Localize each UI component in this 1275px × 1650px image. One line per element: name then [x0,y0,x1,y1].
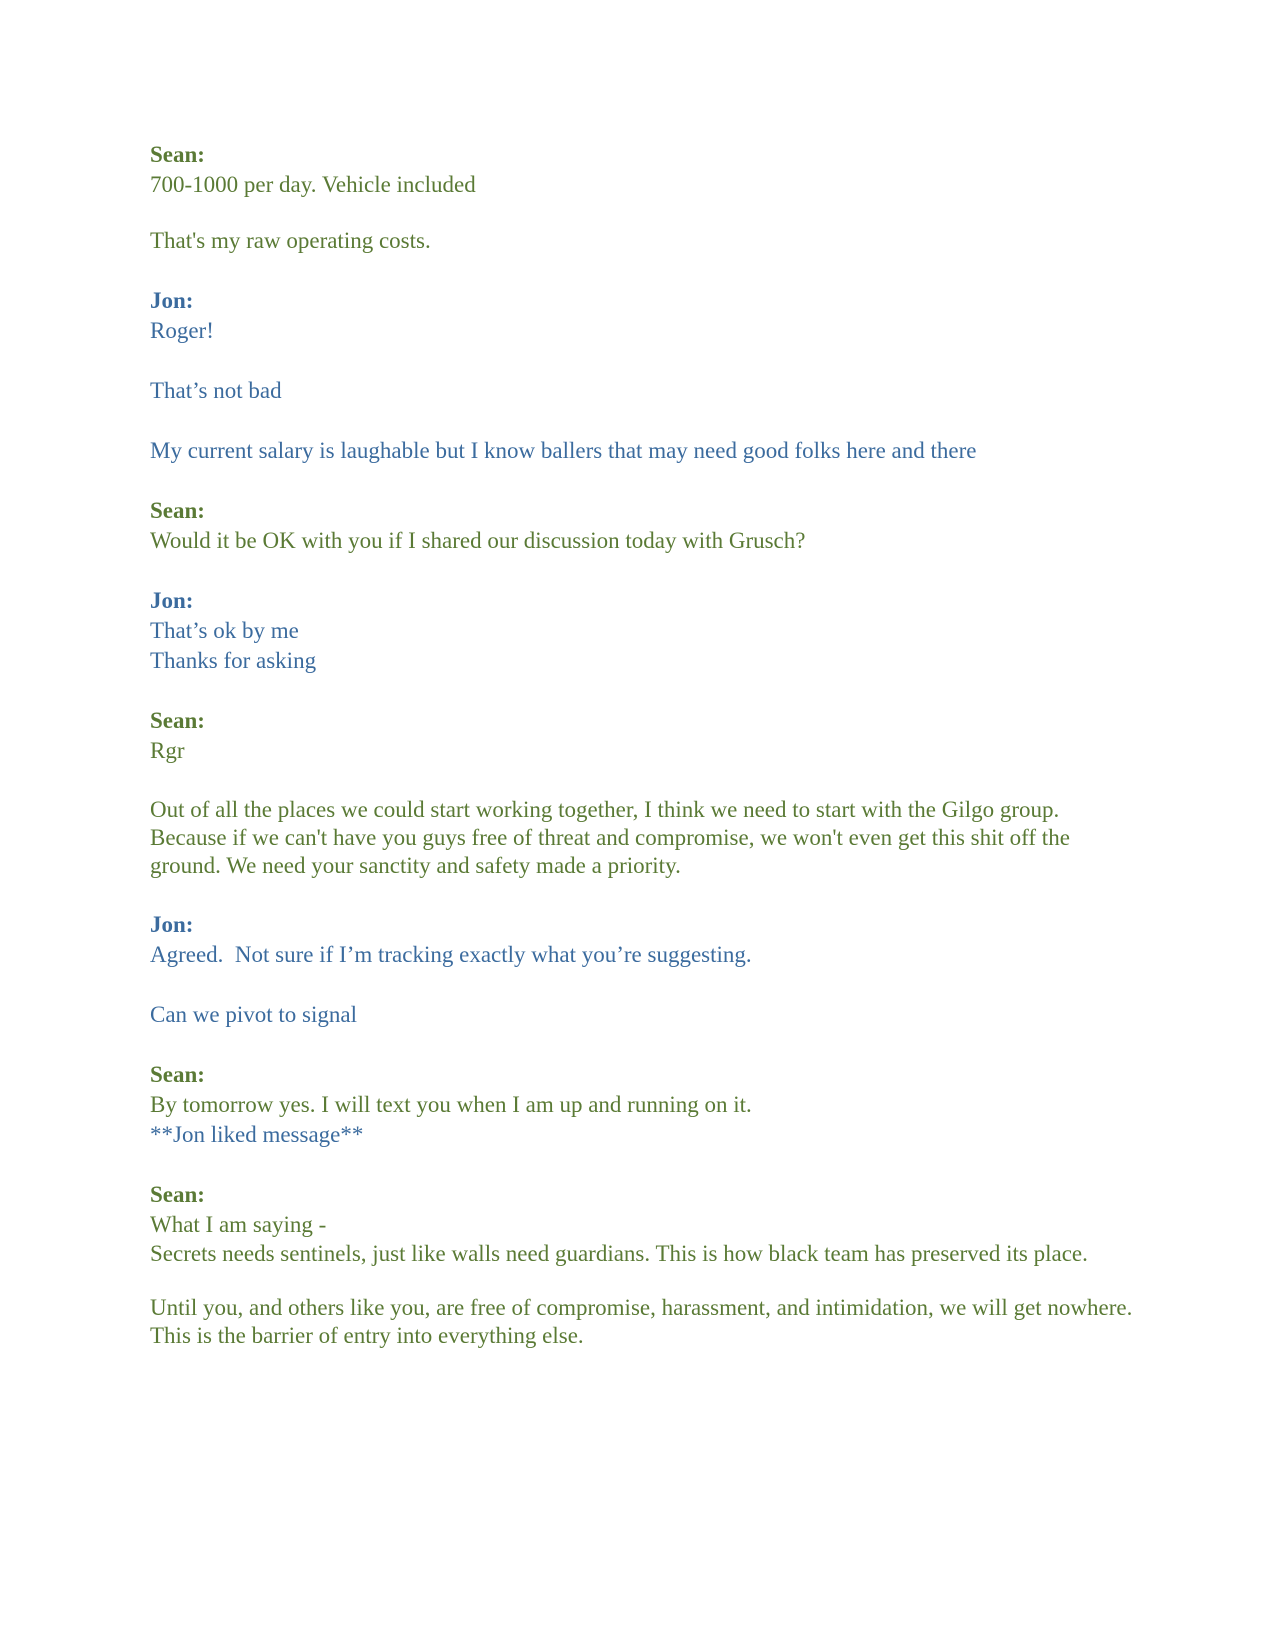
reaction-note: **Jon liked message** [150,1122,364,1147]
transcript-page [150,140,1140,1380]
message-sean [150,140,1140,256]
speaker-label: Sean: [150,142,205,167]
message-sean [150,1060,1140,1150]
message-sean [150,496,1140,556]
speaker-label: Sean: [150,1062,205,1087]
message-line: Thanks for asking [150,648,317,673]
speaker-label: Sean: [150,1182,205,1207]
speaker-label: Sean: [150,498,205,523]
message-line: What I am saying - [150,1212,327,1237]
speaker-label: Jon: [150,912,194,937]
message-line: By tomorrow yes. I will text you when I am up and running on it. [150,1092,752,1117]
message-jon [150,910,1140,1030]
speaker-label: Sean: [150,708,205,733]
message-line: Secrets needs sentinels, just like walls need guardians. This is how black team has preserved its place. [150,1241,1088,1266]
speaker-label: Jon: [150,288,194,313]
message-paragraph: Until you, and others like you, are free of compromise, harassment, and intimidation, we will get nowhere. This is the barrier of entry into everything else. [150,1295,1138,1348]
message-line: Roger! [150,318,214,343]
message-line: Would it be OK with you if I shared our discussion today with Grusch? [150,528,806,553]
message-sean [150,706,1140,880]
message-paragraph: My current salary is laughable but I know ballers that may need good folks here and there [150,438,977,463]
message-jon [150,586,1140,676]
message-paragraph: That's my raw operating costs. [150,228,431,253]
message-sean [150,1180,1140,1350]
message-jon [150,286,1140,466]
message-paragraph: Out of all the places we could start working together, I think we need to start with the Gilgo group. Because if we can't have you guys free of threat and compromise, we won't even get this shit off the ground. We need your sanctity and safety made a priority. [150,797,1076,878]
speaker-label: Jon: [150,588,194,613]
message-paragraph: Can we pivot to signal [150,1002,357,1027]
message-paragraph: That’s not bad [150,378,282,403]
message-line: Agreed. Not sure if I’m tracking exactly what you’re suggesting. [150,942,752,967]
message-line: Rgr [150,738,185,763]
message-line: 700-1000 per day. Vehicle included [150,172,476,197]
message-line: That’s ok by me [150,618,299,643]
